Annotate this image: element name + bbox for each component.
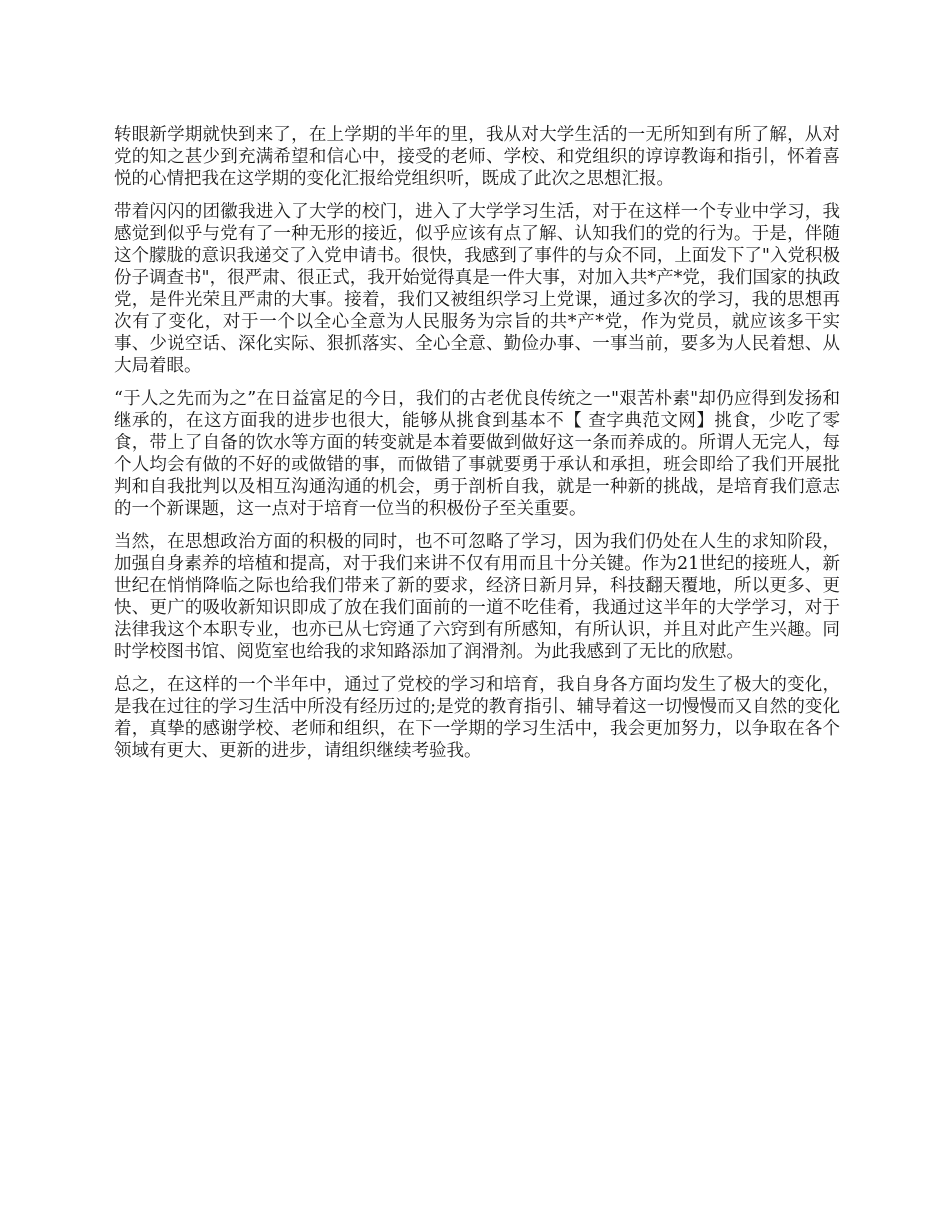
paragraph-5: 总之，在这样的一个半年中，通过了党校的学习和培育，我自身各方面均发生了极大的变化，是我在过往的学习生活中所没有经历过的;是党的教育指引、辅导着这一切慢慢而又自然的变化着，真挚的感谢学校、老师和组织，在下一学期的学习生活中，我会更加努力，以争取在各个领域有更大、更新的进步，请组织继续考验我。 bbox=[114, 675, 840, 761]
paragraph-1: 转眼新学期就快到来了，在上学期的半年的里，我从对大学生活的一无所知到有所了解，从对党的知之甚少到充满希望和信心中，接受的老师、学校、和党组织的谆谆教诲和指引，怀着喜悦的心情把我在这学期的变化汇报给党组织听，既成了此次之思想汇报。 bbox=[114, 125, 840, 189]
paragraph-2: 带着闪闪的团徽我进入了大学的校门，进入了大学学习生活，对于在这样一个专业中学习，我感觉到似乎与党有了一种无形的接近，似乎应该有点了解、认知我们的党的行为。于是，伴随这个朦胧的意识我递交了入党申请书。很快，我感到了事件的与众不同，上面发下了"入党积极份子调查书"，很严肃、很正式，我开始觉得真是一件大事，对加入共*产*党，我们国家的执政党，是件光荣且严肃的大事。接着，我们又被组织学习上党课，通过多次的学习，我的思想再次有了变化，对于一个以全心全意为人民服务为宗旨的共*产*党，作为党员，就应该多干实事、少说空话、深化实际、狠抓落实、全心全意、勤俭办事、一事当前，要多为人民着想、从大局着眼。 bbox=[114, 202, 840, 376]
paragraph-3: “于人之先而为之”在日益富足的今日，我们的古老优良传统之一"艰苦朴素"却仍应得到发扬和继承的，在这方面我的进步也很大，能够从挑食到基本不【 查字典范文网】挑食，少吃了零食，带上了自备的饮水等方面的转变就是本着要做到做好这一条而养成的。所谓人无完人，每个人均会有做的不好的或做错的事，而做错了事就要勇于承认和承担，班会即给了我们开展批判和自我批判以及相互沟通沟通的机会，勇于剖析自我，就是一种新的挑战，是培育我们意志的一个新课题，这一点对于培育一位当的积极份子至关重要。 bbox=[114, 389, 840, 519]
paragraph-4: 当然，在思想政治方面的积极的同时，也不可忽略了学习，因为我们仍处在人生的求知阶段，加强自身素养的培植和提高，对于我们来讲不仅有用而且十分关键。作为21世纪的接班人，新世纪在悄悄降临之际也给我们带来了新的要求，经济日新月异，科技翻天覆地，所以更多、更快、更广的吸收新知识即成了放在我们面前的一道不吃佳肴，我通过这半年的大学学习，对于法律我这个本职专业，也亦已从七窍通了六窍到有所感知，有所认识，并且对此产生兴趣。同时学校图书馆、阅览室也给我的求知路添加了润滑剂。为此我感到了无比的欣慰。 bbox=[114, 532, 840, 662]
document-body bbox=[114, 124, 840, 773]
